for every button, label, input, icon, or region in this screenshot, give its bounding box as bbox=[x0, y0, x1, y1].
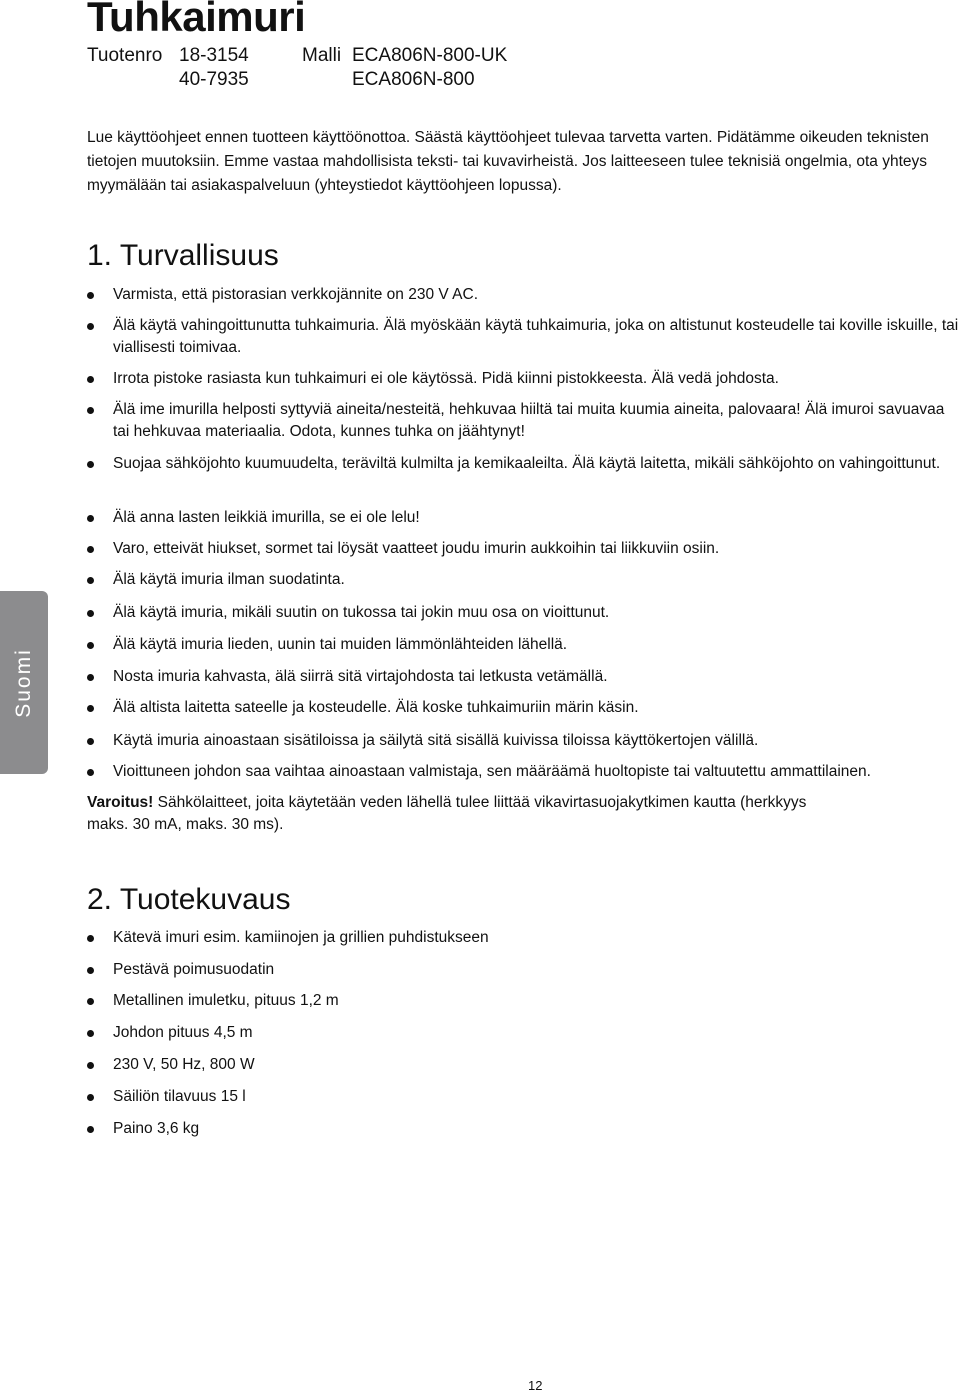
model-label: Malli bbox=[302, 45, 342, 66]
bullet-icon bbox=[87, 769, 94, 776]
product-number-2: 40-7935 bbox=[179, 69, 249, 90]
bullet-icon bbox=[87, 998, 94, 1005]
bullet-icon bbox=[87, 546, 94, 553]
intro-paragraph: Lue käyttöohjeet ennen tuotteen käyttöönottoa. Säästä käyttöohjeet tulevaa tarvetta varten. Pidätämme oikeuden teknisten tietojen muutoksiin. Emme vastaa mahdollisista teksti- tai kuvavirheistä. Jos laitteeseen tulee teknisiä ongelmia, ota yhteys myymälään tai asiakaspalveluun (yhteystiedot käyttöohjeen lopussa). bbox=[87, 129, 929, 194]
warning-note bbox=[87, 792, 847, 836]
product-info bbox=[87, 44, 507, 92]
bullet-icon bbox=[87, 674, 94, 681]
safety-item: Vioittuneen johdon saa vaihtaa ainoastaan valmistaja, sen määräämä huoltopiste tai valtuutettu ammattilainen. bbox=[87, 761, 871, 783]
bullet-icon bbox=[87, 642, 94, 649]
bullet-icon bbox=[87, 515, 94, 522]
product-info-row-1 bbox=[87, 44, 507, 68]
warning-text: Sähkölaitteet, joita käytetään veden lähellä tulee liittää vikavirtasuojakytkimen kautta (herkkyys maks. 30 mA, maks. 30 ms). bbox=[87, 794, 807, 833]
safety-item: Irrota pistoke rasiasta kun tuhkaimuri ei ole käytössä. Pidä kiinni pistokkeesta. Älä vedä johdosta. bbox=[87, 368, 779, 390]
description-item: Paino 3,6 kg bbox=[87, 1118, 199, 1140]
description-item: Kätevä imuri esim. kamiinojen ja grillien puhdistukseen bbox=[87, 927, 489, 949]
safety-item: Varmista, että pistorasian verkkojännite on 230 V AC. bbox=[87, 284, 478, 306]
description-item: Johdon pituus 4,5 m bbox=[87, 1022, 253, 1044]
language-side-tab bbox=[0, 591, 48, 774]
bullet-icon bbox=[87, 407, 94, 414]
safety-item: Älä käytä imuria ilman suodatinta. bbox=[87, 569, 345, 591]
bullet-icon bbox=[87, 738, 94, 745]
safety-item: Älä altista laitetta sateelle ja kosteudelle. Älä koske tuhkaimuriin märin käsin. bbox=[87, 697, 639, 719]
bullet-icon bbox=[87, 461, 94, 468]
bullet-icon bbox=[87, 935, 94, 942]
bullet-icon bbox=[87, 705, 94, 712]
safety-item: Varo, etteivät hiukset, sormet tai löysät vaatteet joudu imurin aukkoihin tai liikkuviin osiin. bbox=[87, 538, 719, 560]
description-item: Säiliön tilavuus 15 l bbox=[87, 1086, 246, 1108]
safety-item: Älä käytä imuria, mikäli suutin on tukossa tai jokin muu osa on vioittunut. bbox=[87, 602, 609, 624]
warning-label: Varoitus! bbox=[87, 794, 154, 811]
model-1: ECA806N-800-UK bbox=[352, 45, 508, 66]
model-2: ECA806N-800 bbox=[352, 69, 475, 90]
bullet-icon bbox=[87, 610, 94, 617]
safety-item: Suojaa sähköjohto kuumuudelta, teräviltä kulmilta ja kemikaaleilta. Älä käytä laitetta, mikäli sähköjohto on vahingoittunut. bbox=[87, 453, 940, 475]
bullet-icon bbox=[87, 1126, 94, 1133]
bullet-icon bbox=[87, 1094, 94, 1101]
bullet-icon bbox=[87, 1062, 94, 1069]
product-number-label: Tuotenro bbox=[87, 45, 163, 66]
safety-item: Käytä imuria ainoastaan sisätiloissa ja säilytä sitä sisällä kuivissa tiloissa käyttökertojen välillä. bbox=[87, 730, 758, 752]
bullet-icon bbox=[87, 376, 94, 383]
bullet-icon bbox=[87, 323, 94, 330]
product-number-1: 18-3154 bbox=[179, 45, 249, 66]
section-2-title: 2. Tuotekuvaus bbox=[87, 883, 291, 916]
page-number: 12 bbox=[528, 1378, 543, 1393]
safety-item: Nosta imuria kahvasta, älä siirrä sitä virtajohdosta tai letkusta vetämällä. bbox=[87, 666, 608, 688]
bullet-icon bbox=[87, 1030, 94, 1037]
safety-item: Älä ime imurilla helposti syttyviä aineita/nesteitä, hehkuvaa hiiltä tai muita kuumia aineita, palovaara! Älä imuroi savuavaa tai hehkuvaa materiaalia. Odota, kunnes tuhka on jäähtynyt! bbox=[87, 399, 959, 443]
section-1-title: 1. Turvallisuus bbox=[87, 239, 279, 272]
description-item: 230 V, 50 Hz, 800 W bbox=[87, 1054, 255, 1076]
safety-item: Älä anna lasten leikkiä imurilla, se ei ole lelu! bbox=[87, 507, 420, 529]
language-tab-label: Suomi bbox=[12, 647, 35, 718]
description-item: Pestävä poimusuodatin bbox=[87, 959, 274, 981]
safety-item: Älä käytä vahingoittunutta tuhkaimuria. Älä myöskään käytä tuhkaimuria, joka on altistunut kosteudelle tai koville iskuille, tai viallisesti toimivaa. bbox=[87, 315, 959, 359]
description-item: Metallinen imuletku, pituus 1,2 m bbox=[87, 990, 339, 1012]
bullet-icon bbox=[87, 292, 94, 299]
safety-item: Älä käytä imuria lieden, uunin tai muiden lämmönlähteiden lähellä. bbox=[87, 634, 567, 656]
bullet-icon bbox=[87, 577, 94, 584]
bullet-icon bbox=[87, 967, 94, 974]
product-info-row-2 bbox=[87, 68, 507, 92]
document-title: Tuhkaimuri bbox=[87, 0, 306, 40]
